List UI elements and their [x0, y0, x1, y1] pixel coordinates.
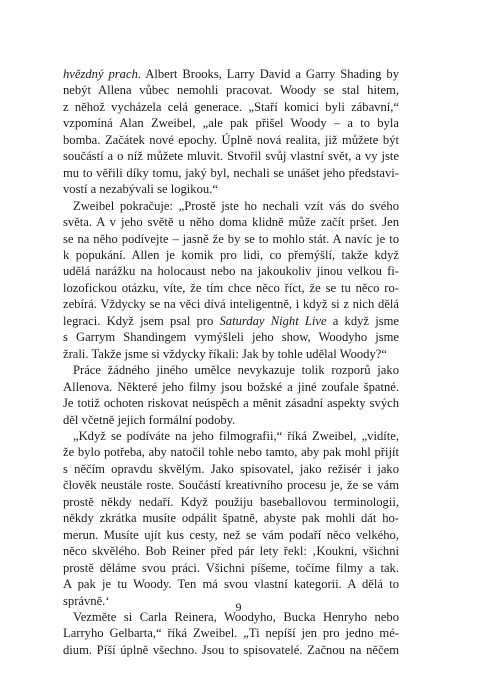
text-run: nebýt Allena vůbec nemohli pracovat. Woody se stal hitem,	[63, 83, 399, 98]
text-line	[63, 132, 399, 148]
text-run: lozofickou otázku, víte, že tím chce něco říct, že se tu něco ro-	[63, 280, 399, 295]
text-run: z něhož vycházela celá generace. „Staří komici byli zábavní,“	[63, 99, 399, 114]
text-line	[63, 99, 399, 115]
text-run: někdy zkrátka musíte odpálit špatně, abyste pak mohli dát ho-	[63, 511, 399, 526]
text-run: s něčím opravdu skvělým. Jako spisovatel, jako režisér i jako	[63, 461, 399, 476]
text-run: správně.‘	[63, 593, 110, 608]
paragraph	[63, 198, 399, 363]
text-line	[63, 313, 399, 329]
text-line	[63, 247, 399, 263]
text-run: a když jsme	[326, 313, 399, 328]
italic-title: hvězdný prach	[63, 67, 138, 81]
text-run: udělá narážku na holocaust nebo na jakoukoliv jinou velkou fi-	[63, 264, 399, 279]
text-line	[63, 346, 399, 362]
text-line	[63, 280, 399, 296]
text-run: světa. A v jeho světě u něho doma klidně může začít pršet. Jen	[63, 215, 399, 230]
text-run: vostí a nezabývali se logikou.“	[63, 182, 218, 197]
text-line	[63, 148, 399, 164]
text-line	[63, 560, 399, 576]
text-run: Je totiž ochoten riskovat neúspěch a měnit zásadní aspekty svých	[63, 396, 399, 411]
text-line	[63, 181, 399, 197]
text-run: A pak je tu Woody. Ten má svou vlastní kategorii. A dělá to	[63, 577, 399, 592]
text-run: k popukání. Allen je komik pro lidi, co přemýšlí, takže když	[63, 247, 399, 262]
text-line	[63, 115, 399, 131]
text-run: Vezměte si Carla Reinera, Woodyho, Bucka Henryho nebo	[73, 609, 399, 624]
text-run: Larryho Gelbarta,“ říká Zweibel. „Ti nepíší jen pro jedno mé-	[63, 626, 399, 641]
text-run: děl včetně jejich formální podoby.	[63, 412, 236, 427]
text-line	[63, 82, 399, 98]
text-run: něco skvělého. Bob Reiner před pár lety řekl: ‚Koukni, všichni	[63, 544, 399, 559]
text-line	[63, 66, 399, 82]
text-run: prostě děláme svou práci. Všichni píšeme, točíme filmy a tak.	[63, 560, 399, 575]
text-line	[63, 625, 399, 641]
page-number: 9	[235, 600, 242, 614]
text-line	[63, 494, 399, 510]
text-run: žrali. Takže jsme si vždycky říkali: Jak by tohle udělal Woody?“	[63, 346, 387, 361]
text-line	[63, 576, 399, 592]
text-line	[63, 412, 399, 428]
body-text	[63, 66, 399, 658]
text-line	[63, 198, 399, 214]
text-run: mu to věřili díky tomu, jaký byl, nechali se unášet jeho představi-	[63, 165, 399, 180]
paragraph	[63, 362, 399, 428]
text-line	[63, 428, 399, 444]
paragraph	[63, 609, 399, 658]
text-line	[63, 395, 399, 411]
text-run: merun. Musíte ujít kus cesty, než se vám podaří něco velkého,	[63, 527, 399, 542]
text-line	[63, 231, 399, 247]
text-line	[63, 527, 399, 543]
text-run: . Albert Brooks, Larry David a Garry Shading by	[137, 67, 399, 81]
italic-title: Saturday Night Live	[219, 313, 327, 328]
text-line	[63, 543, 399, 559]
text-run: s Garrym Shandingem vymýšleli jeho show, Woodyho jsme	[63, 330, 399, 345]
text-run: vzpomíná Alan Zweibel, „ale pak přišel Woody – a to byla	[63, 116, 399, 131]
text-run: člověk neustále roste. Součástí kreativního procesu je, že se vám	[63, 478, 399, 493]
text-run: Práce žádného jiného umělce nevykazuje tolik rozporů jako	[73, 363, 399, 378]
paragraph	[63, 428, 399, 609]
text-line	[63, 477, 399, 493]
text-line	[63, 329, 399, 345]
text-run: legraci. Když jsem psal pro	[63, 313, 220, 328]
paragraph	[63, 66, 399, 198]
text-line	[63, 296, 399, 312]
text-line	[63, 510, 399, 526]
text-run: součástí a o níž můžete mluvit. Stvořil svůj vlastní svět, a vy jste	[63, 149, 399, 164]
text-line	[63, 362, 399, 378]
text-line	[63, 642, 399, 658]
text-run: dium. Píší úplně všechno. Jsou to spisovatelé. Začnou na něčem	[63, 642, 399, 657]
text-line	[63, 165, 399, 181]
text-run: zebírá. Vždycky se na věci dívá inteligentně, i když si z nich dělá	[63, 297, 399, 312]
text-run: bomba. Začátek nové epochy. Úplně nová realita, již můžete být	[63, 132, 399, 147]
text-run: Allenova. Některé jeho filmy jsou božské a jiné zoufale špatné.	[63, 379, 399, 394]
text-line	[63, 214, 399, 230]
text-run: že bylo potřeba, aby natočil tohle nebo tamto, aby pak mohl přijít	[63, 445, 399, 460]
text-line	[63, 263, 399, 279]
text-run: Zweibel pokračuje: „Prostě jste ho nechali vzít vás do svého	[73, 198, 399, 213]
text-line	[63, 379, 399, 395]
text-line	[63, 444, 399, 460]
text-run: „Když se podíváte na jeho filmografii,“ říká Zweibel, „vidíte,	[73, 428, 399, 443]
text-run: prostě někdy nedaří. Když použiju baseballovou terminologii,	[63, 494, 399, 509]
text-run: se na něho podívejte – jasně že by se to mohlo stát. A navíc je to	[63, 231, 399, 246]
text-line	[63, 461, 399, 477]
